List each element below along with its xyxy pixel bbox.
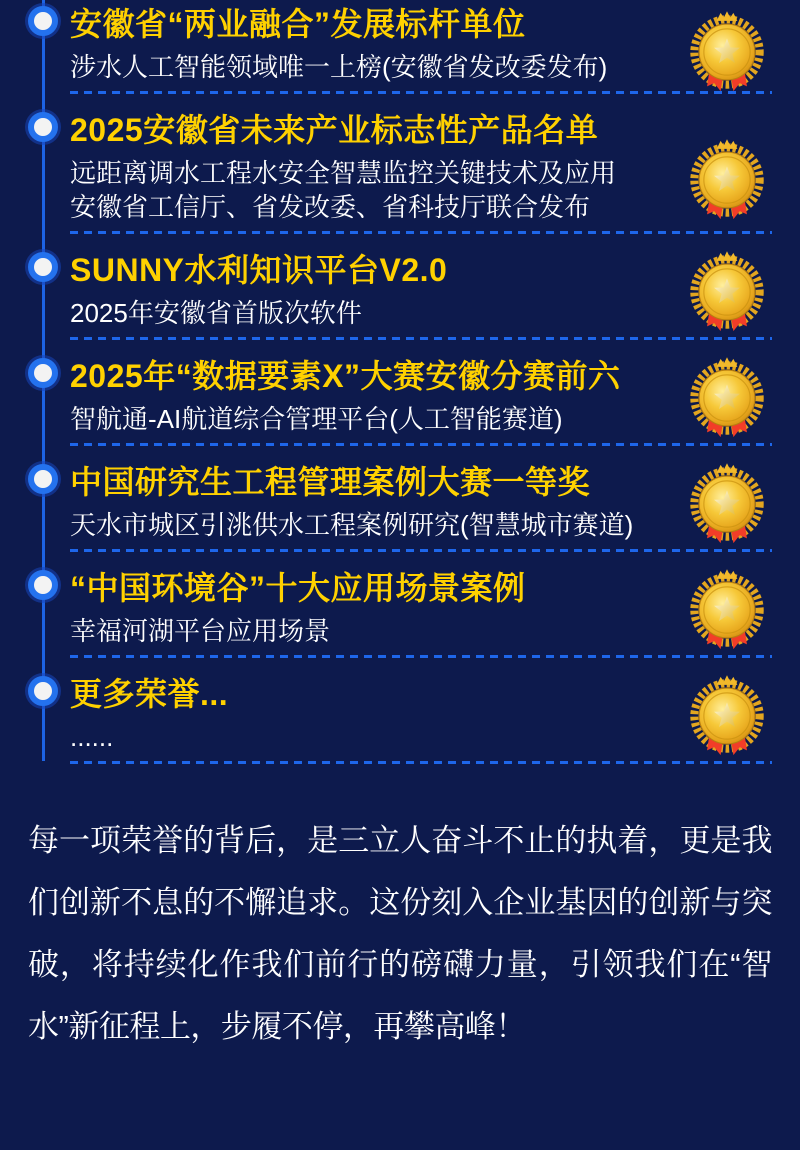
honor-subtitle: 远距离调水工程水安全智慧监控关键技术及应用 [70,158,617,188]
timeline-bullet-icon [28,570,58,600]
gold-medal-icon [687,463,767,546]
timeline-bullet-icon [28,358,58,388]
honor-item [0,446,800,552]
honor-subtitle: 2025年安徽省首版次软件 [70,298,362,328]
honor-text [70,462,685,542]
honor-item [0,552,800,658]
honor-text [70,674,685,754]
honor-title: 中国研究生工程管理案例大赛一等奖 [70,464,591,500]
honor-item [0,234,800,340]
honor-subtitles [70,614,685,648]
honor-title: SUNNY水利知识平台V2.0 [70,252,448,288]
timeline-bullet-icon [28,6,58,36]
honor-title: 2025年“数据要素X”大赛安徽分赛前六 [70,358,621,394]
gold-medal-icon [687,357,767,440]
timeline-bullet-icon [28,676,58,706]
honor-subtitles [70,508,685,542]
gold-medal-icon [687,139,767,222]
honor-subtitles [70,720,685,754]
honor-text [70,568,685,648]
gold-medal-icon [687,569,767,652]
honor-text [70,250,685,330]
honor-subtitles [70,296,685,330]
honor-item [0,340,800,446]
timeline-bullet-icon [28,464,58,494]
gold-medal-icon [687,251,767,334]
gold-medal-icon [687,11,767,94]
honor-title: 安徽省“两业融合”发展标杆单位 [70,6,526,42]
honor-subtitle: 安徽省工信厅、省发改委、省科技厅联合发布 [70,192,591,222]
honor-title: “中国环境谷”十大应用场景案例 [70,570,526,606]
honor-subtitle: 涉水人工智能领域唯一上榜(安徽省发改委发布) [70,52,608,82]
honor-subtitles [70,402,685,436]
timeline-bullet-icon [28,252,58,282]
timeline-bullet-icon [28,112,58,142]
honor-item [0,0,800,94]
honor-text [70,4,685,84]
honor-item [0,94,800,234]
honor-title: 更多荣誉... [70,676,229,712]
honor-subtitles [70,50,685,84]
honor-item [0,658,800,764]
honor-text [70,110,685,224]
closing-paragraph: 每一项荣誉的背后，是三立人奋斗不止的执着，更是我们创新不息的不懈追求。这份刻入企业基因的创新与突破，将持续化作我们前行的磅礴力量，引领我们在“智水”新征程上，步履不停，再攀高峰！ [28,823,772,1044]
honor-subtitle: 幸福河湖平台应用场景 [70,616,331,646]
gold-medal-icon [687,675,767,758]
honor-subtitle: ...... [70,722,114,752]
honor-title: 2025安徽省未来产业标志性产品名单 [70,112,599,148]
honor-text [70,356,685,436]
honor-subtitles [70,156,685,224]
honor-subtitle: 天水市城区引洮供水工程案例研究(智慧城市赛道) [70,510,634,540]
honor-subtitle: 智航通-AI航道综合管理平台(人工智能赛道) [70,404,563,434]
